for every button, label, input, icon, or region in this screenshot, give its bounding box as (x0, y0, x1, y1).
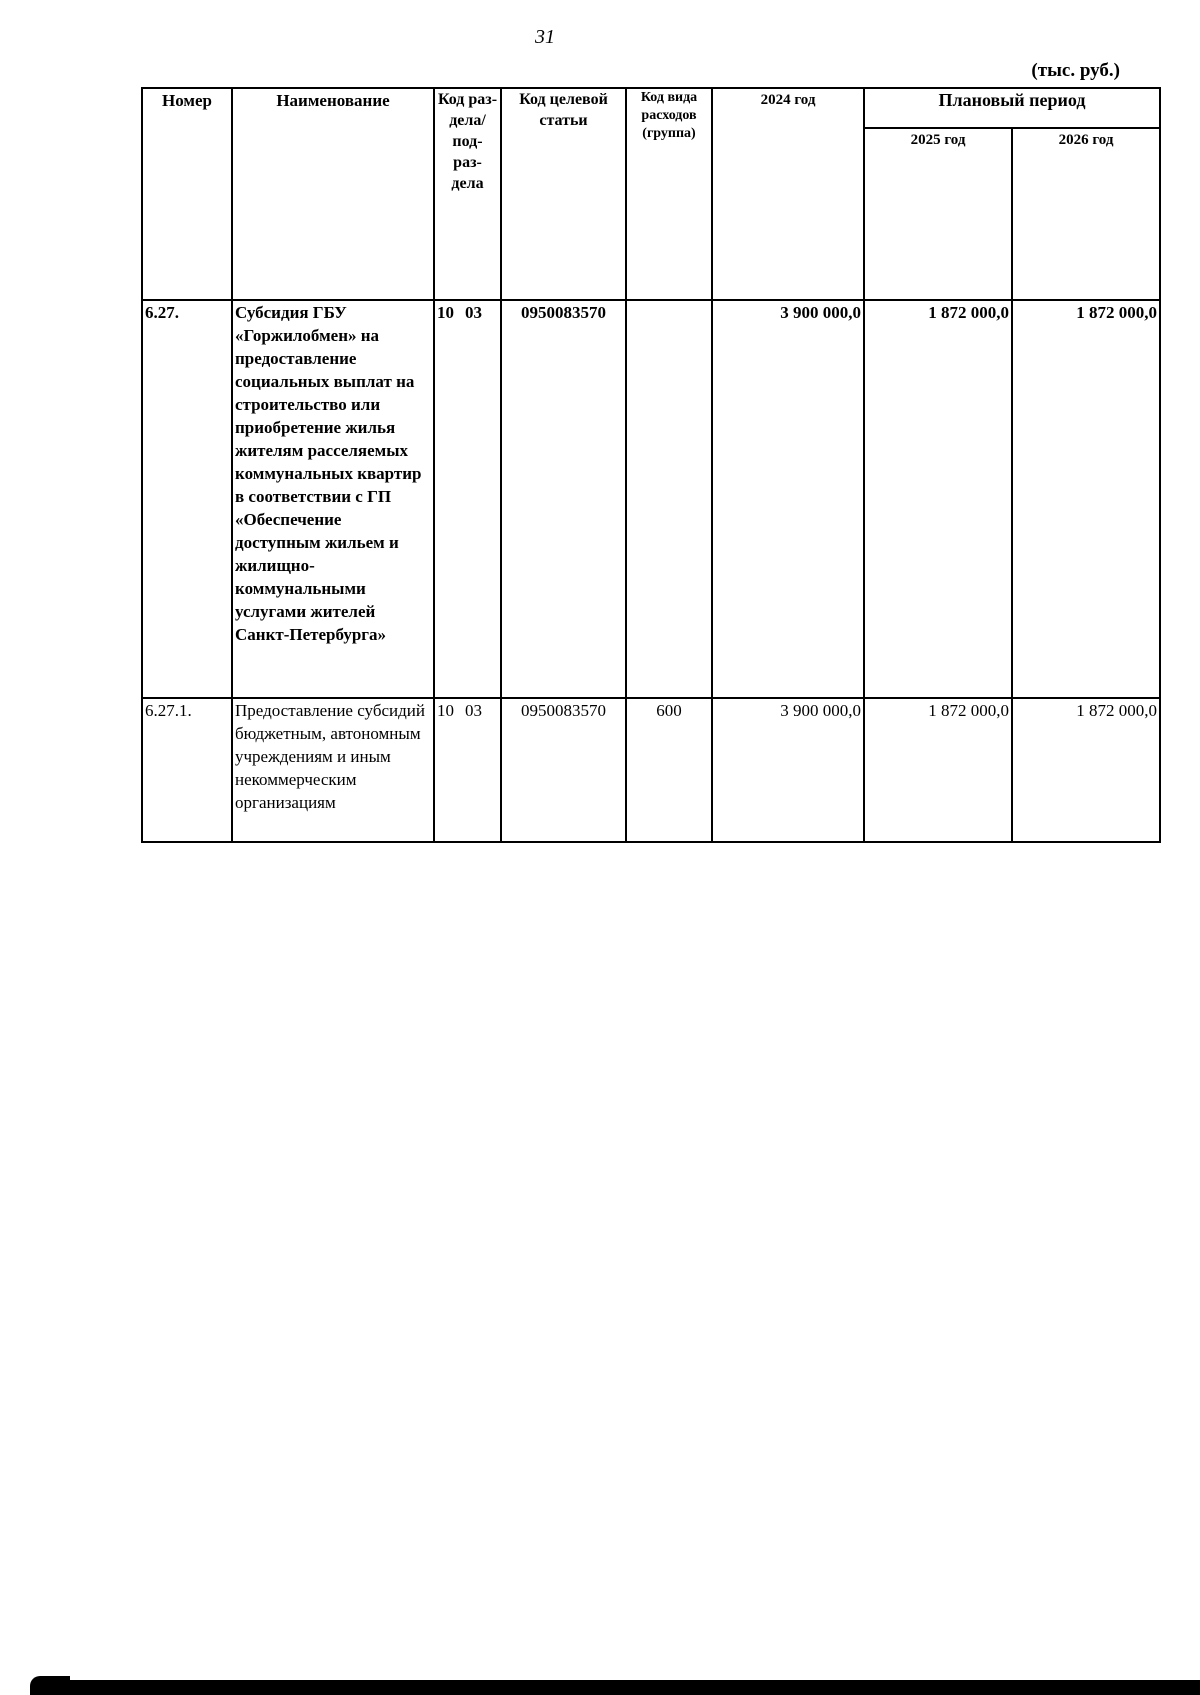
row-2024: 3 900 000,0 (712, 300, 864, 698)
header-planned-period: Плановый период (864, 88, 1160, 128)
row-vid (626, 300, 712, 698)
header-row (142, 88, 1160, 128)
table-row (142, 300, 1160, 698)
row-number: 6.27.1. (142, 698, 232, 842)
row-name: Предоставление субсидий бюджетным, автономным учреждениям и иным некоммерческим организациям (232, 698, 434, 842)
header-razdel: Код раз- дела/ под- раз- дела (434, 88, 501, 300)
row-razdel (434, 300, 501, 698)
budget-table (141, 87, 1161, 843)
units-label: (тыс. руб.) (1031, 60, 1120, 81)
header-number: Номер (142, 88, 232, 300)
row-2025: 1 872 000,0 (864, 300, 1012, 698)
row-2026: 1 872 000,0 (1012, 300, 1160, 698)
row-name: Субсидия ГБУ «Горжилобмен» на предоставление социальных выплат на строительство или приобретение жилья жителям расселяемых коммунальных квартир в соответствии с ГП «Обеспечение доступным жильем и жилищно-коммунальными услугами жителей Санкт-Петербурга» (232, 300, 434, 698)
header-2024: 2024 год (712, 88, 864, 300)
row-2026: 1 872 000,0 (1012, 698, 1160, 842)
row-razdel-code: 10 (437, 701, 454, 720)
header-vid: Код вида расходов (группа) (626, 88, 712, 300)
scan-bottom-bar (40, 1680, 1200, 1695)
row-podrazdel-code: 03 (465, 303, 482, 322)
row-razdel-code: 10 (437, 303, 454, 322)
row-number: 6.27. (142, 300, 232, 698)
row-vid: 600 (626, 698, 712, 842)
row-target: 0950083570 (501, 300, 626, 698)
page-number: 31 (535, 26, 555, 48)
header-name: Наименование (232, 88, 434, 300)
header-target: Код целевой статьи (501, 88, 626, 300)
row-podrazdel-code: 03 (465, 701, 482, 720)
row-2025: 1 872 000,0 (864, 698, 1012, 842)
row-2024: 3 900 000,0 (712, 698, 864, 842)
row-razdel (434, 698, 501, 842)
header-2026: 2026 год (1012, 128, 1160, 300)
table-row (142, 698, 1160, 842)
row-target: 0950083570 (501, 698, 626, 842)
header-2025: 2025 год (864, 128, 1012, 300)
